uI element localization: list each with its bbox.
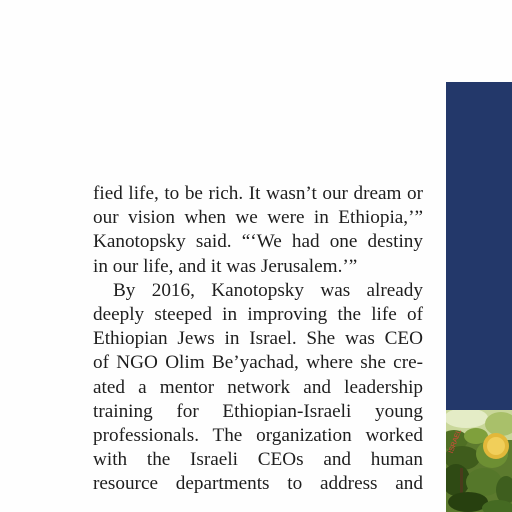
text-line: with the Israeli CEOs and human <box>93 449 423 471</box>
text-line: deeply steeped in improving the life of <box>93 304 423 326</box>
text-line: ated a mentor network and leadership <box>93 376 423 398</box>
text-line: training for Ethiopian-Israeli young <box>93 400 423 422</box>
text-line: resource departments to address and <box>93 473 423 495</box>
text-line: fied life, to be rich. It wasn’t our dream or <box>93 183 423 204</box>
foliage-illustration <box>446 410 512 512</box>
paragraph-2 <box>93 279 423 497</box>
text-line: professionals. The organization worked <box>93 425 423 447</box>
text-line: in our life, and it was Jerusalem.’” <box>93 255 358 277</box>
sidebar-photo <box>446 410 512 512</box>
text-line: Ethiopian Jews in Israel. She was CEO <box>93 328 423 350</box>
paragraph-1 <box>93 182 423 279</box>
text-line: Kanotopsky said. “‘We had one destiny <box>93 231 423 253</box>
text-line: our vision when we were in Ethiopia,’” <box>93 207 423 229</box>
svg-text:ISRAEL: ISRAEL <box>447 428 464 455</box>
text-line: By 2016, Kanotopsky was already <box>113 279 423 301</box>
article-body <box>93 182 423 497</box>
text-line: of NGO Olim Be’yachad, where she cre- <box>93 352 423 374</box>
